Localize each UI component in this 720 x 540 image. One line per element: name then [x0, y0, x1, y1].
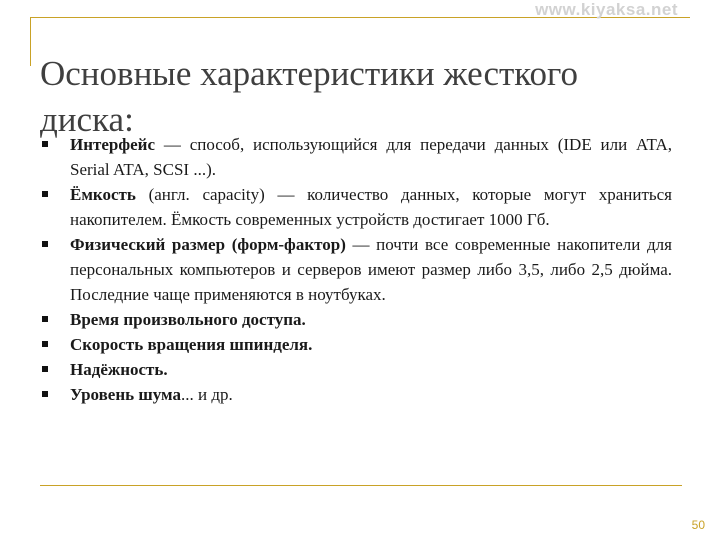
- watermark: www.kiyaksa.net: [535, 0, 678, 19]
- bullet-list: [40, 132, 672, 407]
- bottom-divider: [40, 485, 682, 486]
- bullet-text: (англ. capacity) — количество данных, которые могут храниться накопителем. Ёмкость современных устройств достигает 1000 Гб.: [70, 185, 672, 229]
- bullet-term: Интерфейс: [70, 135, 156, 154]
- bullet-item: [40, 182, 672, 232]
- bullet-term: Скорость вращения шпинделя.: [70, 335, 313, 354]
- bullet-text: — способ, использующийся для передачи данных (IDE или ATA, Serial ATA, SCSI ...).: [70, 135, 672, 179]
- bullet-item: [40, 332, 672, 357]
- bullet-square-icon: [42, 191, 48, 197]
- bullet-text: — почти все современные накопители для персональных компьютеров и серверов имеют размер либо 3,5, либо 2,5 дюйма. Последние чаще применяются в ноутбуках.: [70, 235, 672, 304]
- slide-title: Основные характеристики жесткого диска:: [40, 54, 579, 140]
- bullet-term: Физический размер (форм-фактор): [70, 235, 346, 254]
- bullet-item: [40, 382, 672, 407]
- bullet-square-icon: [42, 341, 48, 347]
- bullet-term: Уровень шума: [70, 385, 181, 404]
- bullet-square-icon: [42, 141, 48, 147]
- bullet-square-icon: [42, 316, 48, 322]
- bullet-item: [40, 357, 672, 382]
- bullet-square-icon: [42, 241, 48, 247]
- bullet-term: Время произвольного доступа.: [70, 310, 306, 329]
- bullet-item: [40, 307, 672, 332]
- bullet-term: Ёмкость: [70, 185, 136, 204]
- bullet-term: Надёжность.: [70, 360, 168, 379]
- bullet-item: [40, 132, 672, 182]
- left-accent-line: [30, 18, 31, 66]
- page-number: 50: [691, 518, 705, 532]
- bullet-square-icon: [42, 366, 48, 372]
- bullet-item: [40, 232, 672, 307]
- bullet-square-icon: [42, 391, 48, 397]
- bullet-text: ... и др.: [180, 385, 233, 404]
